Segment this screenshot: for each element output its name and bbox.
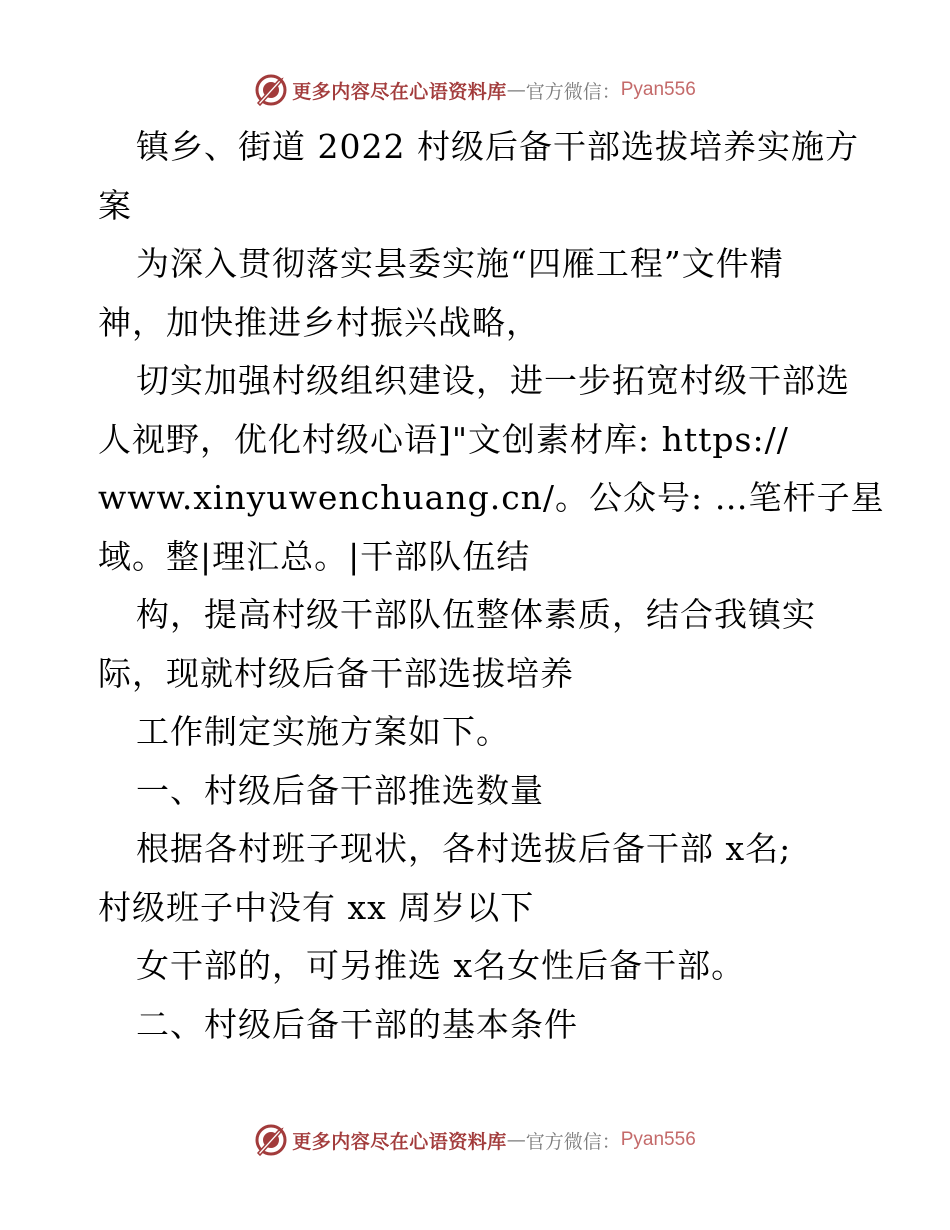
text-line: 构，提高村级干部队伍整体素质，结合我镇实: [136, 595, 816, 634]
watermark-label: 官方微信：: [525, 80, 621, 103]
text-line: 镇乡、街道 2022 村级后备干部选拔培养实施方: [136, 127, 859, 166]
watermark-wechat-id: Pyan556: [620, 1129, 696, 1150]
watermark-main-text: 更多内容尽在心语资料库: [292, 1130, 507, 1153]
watermark-separator: —: [506, 1129, 526, 1151]
text-line: 际，现就村级后备干部选拔培养: [98, 653, 574, 693]
text-line: 切实加强村级组织建设，进一步拓宽村级干部选: [136, 361, 850, 400]
text-line: 为深入贯彻落实县委实施“四雁工程”文件精: [136, 244, 784, 283]
text-line: 人视野，优化村级心语]"文创素材库: https://: [98, 419, 789, 459]
watermark-main-text: 更多内容尽在心语资料库: [292, 80, 507, 103]
watermark-separator: —: [506, 79, 526, 101]
text-line: 域。整|理汇总。|干部队伍结: [98, 536, 531, 576]
text-line: 一、村级后备干部推选数量: [136, 770, 544, 810]
text-line: 工作制定实施方案如下。: [136, 712, 510, 751]
text-line: www.xinyuwenchuang.cn/。公众号: …笔杆子星: [98, 478, 885, 517]
text-line: 二、村级后备干部的基本条件: [136, 1004, 578, 1044]
text-line: 女干部的，可另推选 x名女性后备干部。: [136, 946, 746, 985]
text-line: 村级班子中没有 xx 周岁以下: [98, 887, 535, 927]
quill-logo-icon: [254, 73, 288, 107]
text-line: 根据各村班子现状，各村选拔后备干部 x名;: [136, 829, 792, 868]
watermark-header: [0, 70, 950, 110]
text-line: 神，加快推进乡村振兴战略，: [98, 302, 540, 342]
text-line: 案: [98, 185, 132, 225]
watermark-footer: [0, 1120, 950, 1160]
quill-logo-icon: [254, 1123, 288, 1157]
watermark-label: 官方微信：: [525, 1130, 621, 1153]
document-body: [98, 118, 885, 1054]
watermark-wechat-id: Pyan556: [620, 79, 696, 100]
